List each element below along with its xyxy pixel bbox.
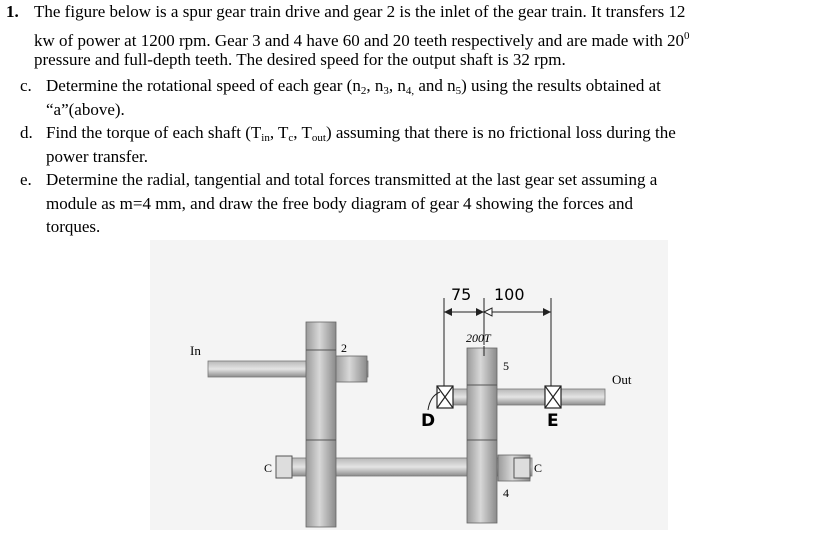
part-c-sub-3: 4, <box>405 85 415 97</box>
part-d-sub-2: c <box>288 132 294 144</box>
intro-line-1: The figure below is a spur gear train drive and gear 2 is the inlet of the gear train. It transfers 12 <box>34 2 686 21</box>
part-e-line-1: Determine the radial, tangential and total forces transmitted at the last gear set assuming a <box>46 170 658 189</box>
label-gear-4: 4 <box>503 486 509 500</box>
part-c-line-2: “a”(above). <box>46 100 125 119</box>
label-teeth: 200T <box>466 331 491 345</box>
part-c-label: c. <box>20 76 32 95</box>
part-c-sep-3: and n <box>414 76 456 95</box>
part-c-sep-2: , n <box>388 76 406 95</box>
part-c-text-a: Determine the rotational speed of each gear (n <box>46 76 361 95</box>
part-d-label: d. <box>20 123 33 142</box>
part-c-sub-4: 5 <box>455 85 462 97</box>
part-e-label: e. <box>20 170 32 189</box>
label-c-right: C <box>534 461 543 475</box>
label-dim-75: 75 <box>451 285 472 304</box>
part-c-sub-2: 3 <box>383 85 389 97</box>
label-gear-2: 2 <box>341 341 347 355</box>
intro-line-2-text: kw of power at 1200 rpm. Gear 3 and 4 have 60 and 20 teeth respectively and are made with 20 <box>34 31 685 50</box>
label-gear-5: 5 <box>503 359 509 373</box>
figure-background <box>150 240 668 530</box>
label-e: E <box>547 411 559 431</box>
label-dim-100: 100 <box>494 285 525 304</box>
intro-line-3: pressure and full-depth teeth. The desired speed for the output shaft is 32 rpm. <box>34 50 566 69</box>
part-c-sep-1: , n <box>366 76 384 95</box>
part-c-sub-1: 2 <box>360 85 367 97</box>
part-d-sub-3: out <box>311 132 326 144</box>
label-in: In <box>190 343 201 358</box>
part-d-sep-1: , T <box>269 123 289 142</box>
part-d-line-2: power transfer. <box>46 147 148 166</box>
part-e-line-2: module as m=4 mm, and draw the free body diagram of gear 4 showing the forces and <box>46 194 633 213</box>
part-d-text-b: ) assuming that there is no frictional loss during the <box>325 123 676 142</box>
label-out: Out <box>612 372 632 387</box>
intro-line-2-degree: 0 <box>684 30 690 42</box>
part-d-sub-1: in <box>261 132 270 144</box>
bearing-c-right <box>514 458 530 478</box>
part-d-text-a: Find the torque of each shaft (T <box>46 123 262 142</box>
gear-5 <box>467 348 497 523</box>
gear-3 <box>306 322 336 527</box>
gear-2 <box>335 356 367 382</box>
label-c-left: C <box>264 461 273 475</box>
label-d: D <box>421 411 436 431</box>
part-d-sep-2: , T <box>293 123 312 142</box>
part-e-line-3: torques. <box>46 217 101 236</box>
problem-number: 1. <box>6 2 19 21</box>
part-c-text-b: ) using the results obtained at <box>461 76 661 95</box>
bearing-c-left <box>276 456 292 478</box>
